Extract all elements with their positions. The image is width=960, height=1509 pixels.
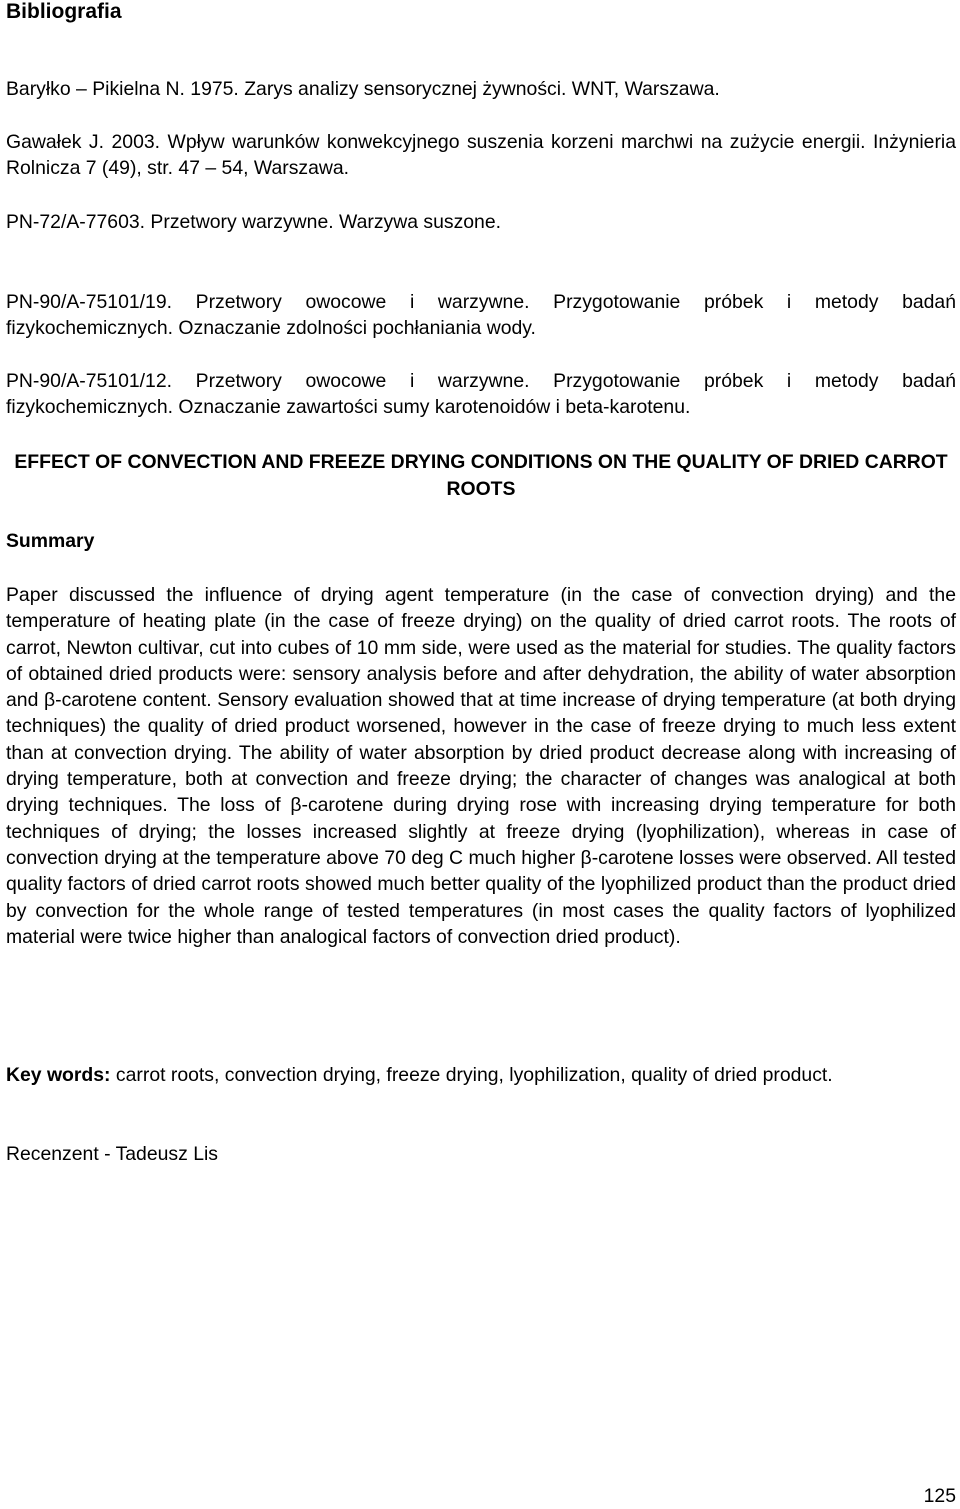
- reference-item: Gawałek J. 2003. Wpływ warunków konwekcyjnego suszenia korzeni marchwi na zużycie energii. Inżynieria Rolnicza 7 (49), str. 47 – 54, Warszawa.: [6, 131, 956, 180]
- page-number: 125: [923, 1485, 956, 1507]
- reference-item: PN-72/A-77603. Przetwory warzywne. Warzywa suszone.: [6, 211, 502, 233]
- keywords-paragraph: [6, 1062, 956, 1088]
- reviewer-note: Recenzent - Tadeusz Lis: [6, 1143, 218, 1165]
- summary-heading: Summary: [6, 530, 95, 552]
- document-page: [6, 0, 956, 1509]
- bibliography-heading: Bibliografia: [6, 0, 122, 23]
- english-title: EFFECT OF CONVECTION AND FREEZE DRYING CONDITIONS ON THE QUALITY OF DRIED CARROT ROOTS: [14, 451, 948, 500]
- keywords-label: Key words:: [6, 1064, 111, 1086]
- reference-item: PN-90/A-75101/19. Przetwory owocowe i warzywne. Przygotowanie próbek i metody badań fizykochemicznych. Oznaczanie zdolności pochłaniania wody.: [6, 291, 956, 340]
- reference-item: Baryłko – Pikielna N. 1975. Zarys analizy sensorycznej żywności. WNT, Warszawa.: [6, 78, 720, 100]
- abstract-text: Paper discussed the influence of drying agent temperature (in the case of convection drying) and the temperature of heating plate (in the case of freeze drying) on the quality of dried carrot roots. The roots of carrot, Newton cultivar, cut into cubes of 10 mm side, were used as the material for studies. The quality factors of obtained dried products were: sensory analysis before and after dehydration, the ability of water absorption and β-carotene content. Sensory evaluation showed that at time increase of drying temperature (at both drying techniques) the quality of dried product worsened, however in the case of freeze drying to much less extent than at convection drying. The ability of water absorption by dried product decrease along with increasing of drying temperature, both at convection and freeze drying; the character of changes was analogical at both drying techniques. The loss of β-carotene during drying rose with increasing drying temperature for both techniques of drying; the losses increased slightly at freeze drying (lyophilization), whereas in case of convection drying at the temperature above 70 deg C much higher β-carotene losses were observed. All tested quality factors of dried carrot roots showed much better quality of the lyophilized product than the product dried by convection for the whole range of tested temperatures (in most cases the quality factors of lyophilized material were twice higher than analogical factors of convection dried product).: [6, 584, 956, 948]
- reference-item: PN-90/A-75101/12. Przetwory owocowe i warzywne. Przygotowanie próbek i metody badań fizykochemicznych. Oznaczanie zawartości sumy karotenoidów i beta-karotenu.: [6, 370, 956, 419]
- keywords-list: carrot roots, convection drying, freeze drying, lyophilization, quality of dried product.: [115, 1064, 833, 1086]
